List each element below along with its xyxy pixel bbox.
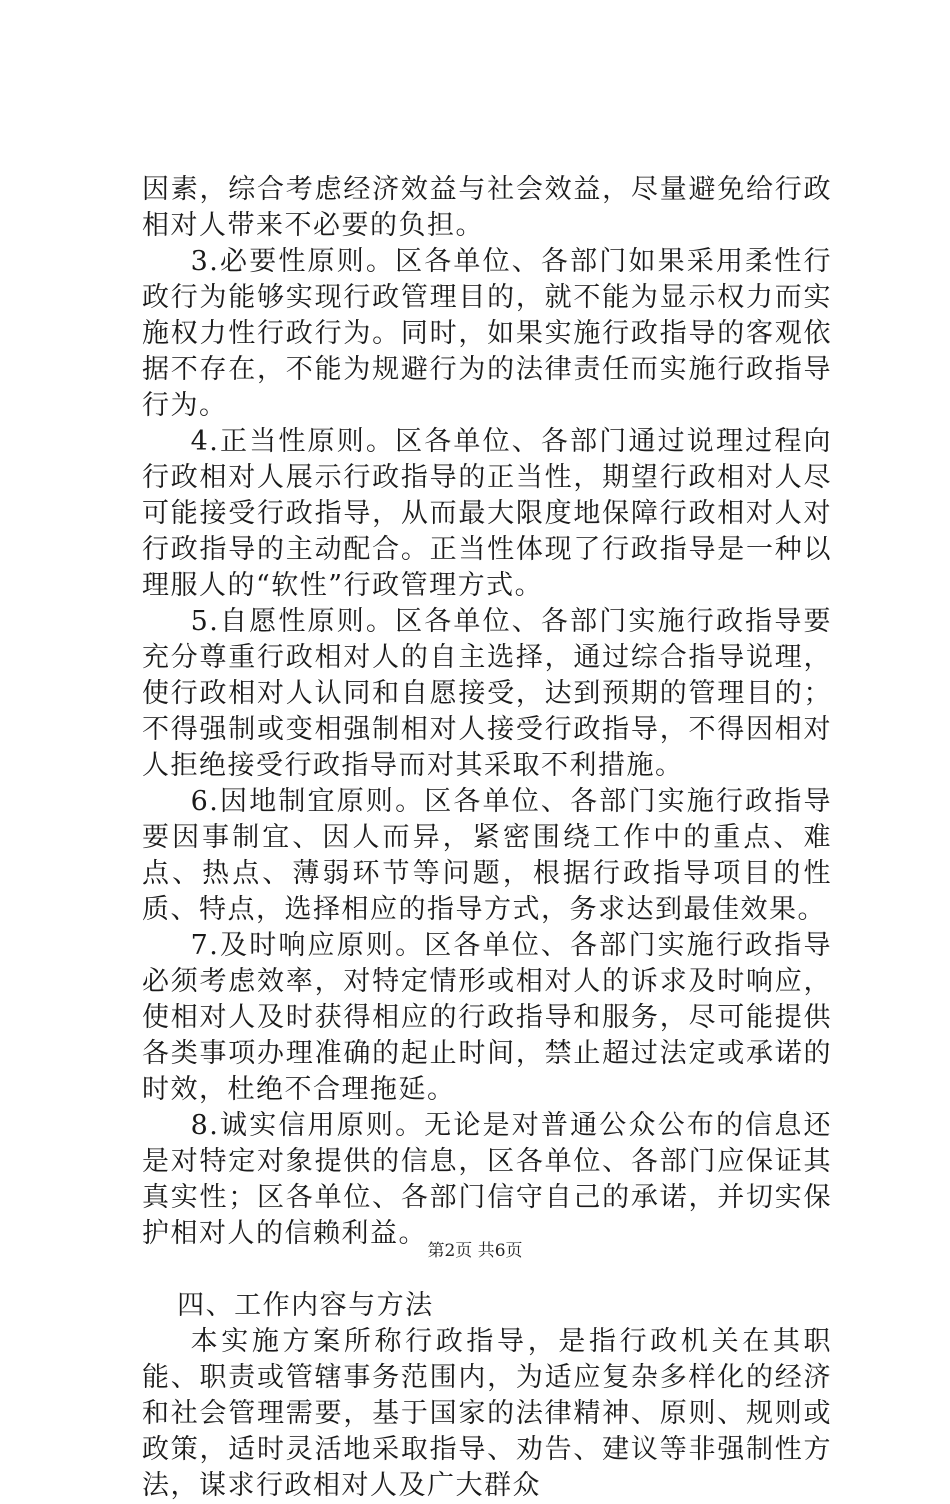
paragraph-legitimacy-principle: 4.正当性原则。区各单位、各部门通过说理过程向行政相对人展示行政指导的正当性，期望行政相对人尽可能接受行政指导，从而最大限度地保障行政相对人对行政指导的主动配合。正当性体现了行政指导是一种以理服人的“软性”行政管理方式。	[142, 426, 832, 601]
paragraph-voluntary-principle: 5.自愿性原则。区各单位、各部门实施行政指导要充分尊重行政相对人的自主选择，通过综合指导说理，使行政相对人认同和自愿接受，达到预期的管理目的；不得强制或变相强制相对人接受行政指导，不得因相对人拒绝接受行政指导而对其采取不利措施。	[142, 606, 832, 781]
page-number: 第2页 共6页	[427, 1241, 523, 1261]
document-body	[142, 172, 832, 1504]
paragraph-continued: 因素，综合考虑经济效益与社会效益，尽量避免给行政相对人带来不必要的负担。	[142, 174, 832, 241]
section-heading: 四、工作内容与方法	[177, 1290, 434, 1321]
paragraph-good-faith-principle: 8.诚实信用原则。无论是对普通公众公布的信息还是对特定对象提供的信息，区各单位、各部门应保证其真实性；区各单位、各部门信守自己的承诺，并切实保护相对人的信赖利益。	[142, 1110, 832, 1249]
paragraph-definition: 本实施方案所称行政指导，是指行政机关在其职能、职责或管辖事务范围内，为适应复杂多样化的经济和社会管理需要，基于国家的法律精神、原则、规则或政策，适时灵活地采取指导、劝告、建议等非强制性方法，谋求行政相对人及广大群众	[142, 1326, 832, 1501]
paragraph-timely-response-principle: 7.及时响应原则。区各单位、各部门实施行政指导必须考虑效率，对特定情形或相对人的诉求及时响应，使相对人及时获得相应的行政指导和服务，尽可能提供各类事项办理准确的起止时间，禁止超过法定或承诺的时效，杜绝不合理拖延。	[142, 930, 832, 1105]
paragraph-local-conditions-principle: 6.因地制宜原则。区各单位、各部门实施行政指导要因事制宜、因人而异，紧密围绕工作中的重点、难点、热点、薄弱环节等问题，根据行政指导项目的性质、特点，选择相应的指导方式，务求达到最佳效果。	[142, 786, 832, 925]
paragraph-necessity-principle: 3.必要性原则。区各单位、各部门如果采用柔性行政行为能够实现行政管理目的，就不能为显示权力而实施权力性行政行为。同时，如果实施行政指导的客观依据不存在，不能为规避行为的法律责任而实施行政指导行为。	[142, 246, 832, 421]
